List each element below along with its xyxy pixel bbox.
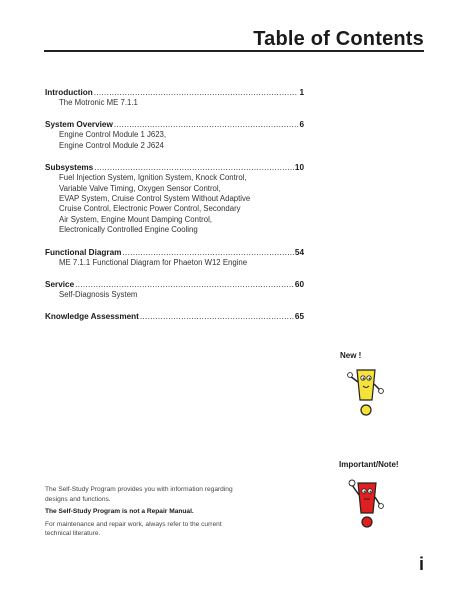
toc-subentry: Electronically Controlled Engine Cooling <box>59 225 198 235</box>
toc-entry-title[interactable]: Service <box>45 280 75 290</box>
toc-entry-page: 54 <box>294 247 304 257</box>
dot-leader <box>94 162 294 173</box>
dot-leader <box>140 311 294 322</box>
important-note-label: Important/Note! <box>339 460 399 469</box>
page-header <box>0 0 460 56</box>
dot-leader <box>114 119 299 130</box>
new-label: New ! <box>340 351 362 360</box>
important-note-icon <box>346 473 388 531</box>
dot-leader <box>75 279 294 290</box>
toc-entry-title[interactable]: Introduction <box>45 88 93 97</box>
toc-entry-system-overview <box>45 119 304 151</box>
toc-entry-subsystems <box>45 162 304 235</box>
toc-entry-service <box>45 279 304 300</box>
title-rule <box>44 50 424 52</box>
toc-subentry: Fuel Injection System, Ignition System, Knock Control, <box>59 173 247 183</box>
toc-entry-page: 10 <box>294 163 304 173</box>
toc-entry-page: 65 <box>294 312 304 322</box>
toc-entry-page: 6 <box>299 120 304 130</box>
toc-subentry: ME 7.1.1 Functional Diagram for Phaeton W12 Engine <box>59 257 248 267</box>
page-number: i <box>418 554 424 574</box>
toc-subentry: Engine Control Module 1 J623, <box>59 130 167 140</box>
new-exclamation-icon <box>345 362 387 420</box>
dot-leader <box>94 87 299 98</box>
toc-subentry: Self-Diagnosis System <box>59 290 138 300</box>
toc-subentry: Air System, Engine Mount Damping Control, <box>59 214 212 224</box>
page-title: Table of Contents <box>253 28 424 50</box>
toc-subentry: Variable Valve Timing, Oxygen Sensor Control, <box>59 183 221 193</box>
footer-intro-text: The Self-Study Program provides you with information regarding designs and functions. <box>45 486 233 503</box>
footer-reference-text: For maintenance and repair work, always refer to the current technical literature. <box>45 520 222 538</box>
toc-entry-page: 1 <box>299 88 304 97</box>
toc-subentry: Engine Control Module 2 J624 <box>59 140 164 150</box>
dot-leader <box>122 247 293 258</box>
toc-entry-functional-diagram <box>45 247 304 268</box>
toc-entry-title[interactable]: System Overview <box>45 120 113 130</box>
toc-subentry: Cruise Control, Electronic Power Control, Secondary <box>59 204 241 214</box>
footer-note <box>45 485 245 542</box>
footer-warning-text: The Self-Study Program is not a Repair Manual. <box>45 508 194 516</box>
table-of-contents <box>45 87 304 333</box>
toc-subentry: The Motronic ME 7.1.1 <box>59 98 138 107</box>
toc-entry-title[interactable]: Subsystems <box>45 163 94 173</box>
toc-entry-title[interactable]: Functional Diagram <box>45 247 122 257</box>
toc-subentry: EVAP System, Cruise Control System Without Adaptive <box>59 194 251 204</box>
toc-entry-title[interactable]: Knowledge Assessment <box>45 312 139 322</box>
toc-entry-knowledge-assessment <box>45 311 304 322</box>
toc-entry-page: 60 <box>294 280 304 290</box>
toc-entry-introduction <box>45 87 304 108</box>
